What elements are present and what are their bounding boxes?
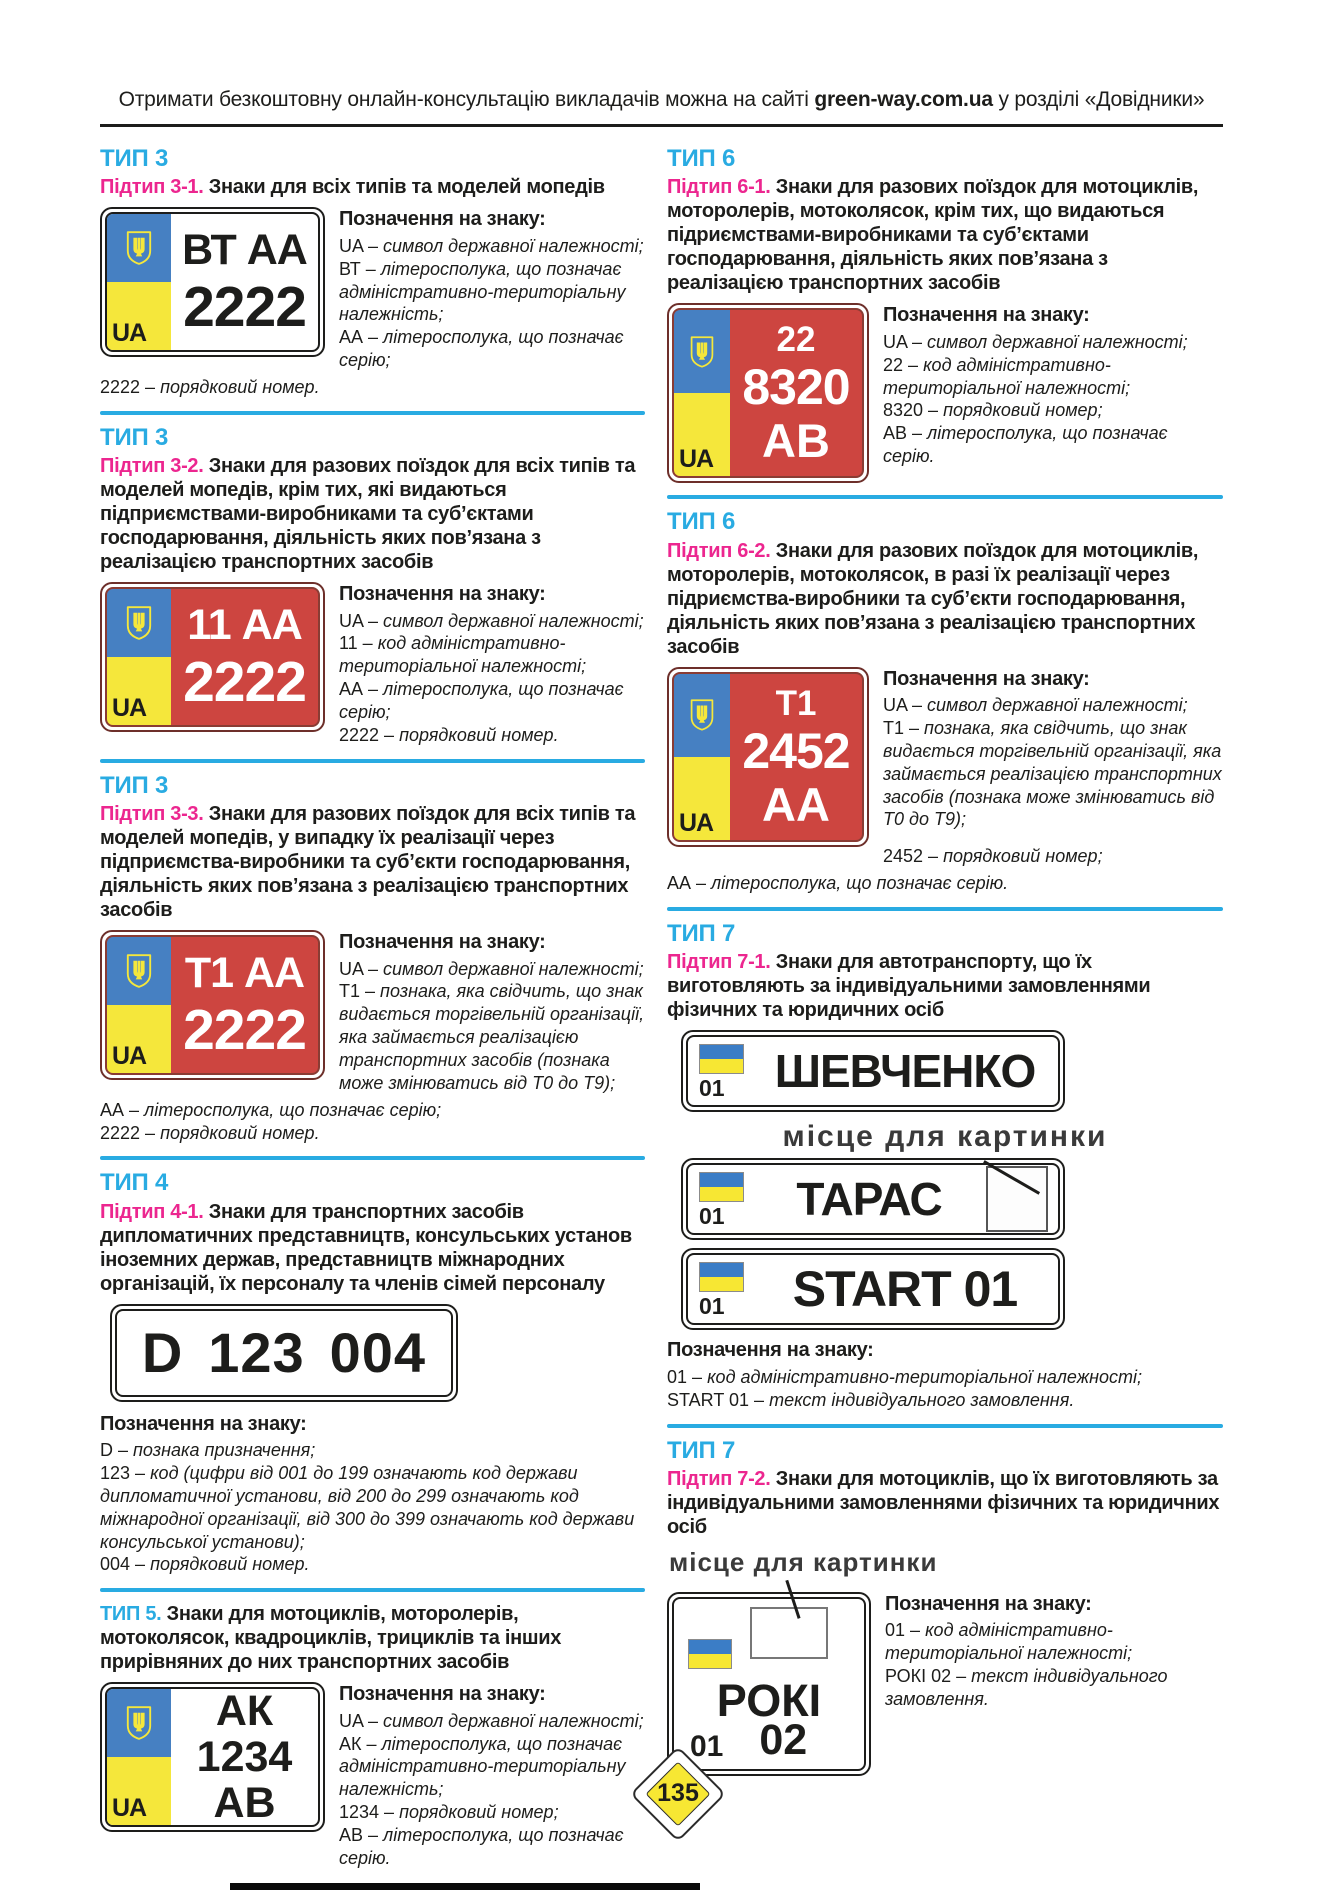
section-title: [100, 1602, 645, 1674]
ukraine-flag-icon: [699, 1172, 744, 1202]
type-heading: ТИП 6: [667, 145, 736, 172]
legend-item: UA – символ державної належності;: [339, 1710, 644, 1731]
plate-trade-code: Т1: [775, 683, 817, 723]
section-tip7-2: [667, 1438, 1223, 1776]
plate-region-code: 01: [699, 1293, 725, 1320]
plate-region-code: 01: [699, 1203, 725, 1230]
section-divider: [667, 1424, 1223, 1428]
section-divider: [667, 495, 1223, 499]
plate-number: 2222: [183, 649, 306, 714]
section-title: [667, 1467, 1223, 1539]
legend-item: UA – символ державної належності;: [883, 695, 1188, 716]
legend-title: Позначення на знаку:: [667, 1339, 874, 1362]
plate-corner: [688, 1255, 752, 1323]
plate-number: 2452: [742, 722, 850, 779]
license-plate-diplomatic: [110, 1304, 458, 1402]
legend-item: АА – літеросполука, що позначає серію;: [339, 679, 624, 723]
plate-number: 004: [329, 1321, 427, 1385]
section-tip3-2: [100, 425, 645, 747]
plate-region-code: 01: [690, 1729, 724, 1763]
plate-ua-label: UA: [112, 1042, 147, 1071]
legend-item: 2222 – порядковий номер.: [100, 1122, 320, 1143]
subtype-label: Підтип 6-2.: [667, 539, 771, 562]
legend-item: UA – символ державної належності;: [339, 958, 644, 979]
section-title-text: Знаки для разових поїздок для всіх типів та моделей мопедів, у випадку їх реалізації через підприємства-виробники та суб’єкти господарювання, діяльність яких пов’язана з реалізацією транспортних засобів: [100, 803, 636, 922]
legend-item: UA – символ державної належності;: [339, 610, 644, 631]
section-tip6-2: [667, 509, 1223, 895]
plate-ua-label: UA: [112, 319, 147, 348]
header-rule: [100, 124, 1223, 127]
section-divider: [100, 1588, 645, 1592]
plate-number: 1234: [196, 1732, 293, 1781]
legend-item: АА – літеросполука, що позначає серію;: [339, 327, 624, 371]
license-plate-moto-red: [667, 667, 869, 847]
legend-item: АА – літеросполука, що позначає серію;: [100, 1099, 442, 1120]
plate-ua-label: UA: [112, 1794, 147, 1823]
section-title-text: Знаки для мотоциклів, моторолерів, мотоколясок, квадроциклів, трициклів та інших прирівняних до них транспортних засобів: [100, 1603, 562, 1674]
legend-title: Позначення на знаку:: [100, 1412, 307, 1435]
section-title: [667, 175, 1223, 295]
legend-block: [339, 207, 645, 372]
plate-region-code: 01: [699, 1075, 725, 1102]
ukraine-flag-icon: [699, 1044, 744, 1074]
section-tip7-1: [667, 921, 1223, 1412]
legend-title: Позначення на знаку:: [339, 1683, 546, 1706]
section-divider: [667, 907, 1223, 911]
legend-extra: [100, 1099, 645, 1145]
type-heading-inline: ТИП 5.: [100, 1603, 162, 1626]
legend-block: [667, 1338, 1223, 1411]
legend-extra: [667, 872, 1223, 895]
legend-item: Т1 – познака, яка свідчить, що знак видається торгівельній організації, яка займається реалізацією транспортних засобів (познака може змінюватись від Т0 до Т9);: [883, 718, 1222, 830]
plate-flag-band: [107, 937, 171, 1073]
plate-ua-label: UA: [679, 808, 714, 837]
header-text: Отримати безкоштовну онлайн-консультацію викладачів можна на сайті: [118, 88, 809, 111]
plate-series: ВТ АА: [182, 225, 307, 274]
legend-block: [339, 930, 645, 1095]
type-heading: ТИП 3: [100, 145, 169, 172]
legend-title: Позначення на знаку:: [883, 304, 1090, 327]
legend-title: Позначення на знаку:: [885, 1592, 1092, 1615]
legend-title: Позначення на знаку:: [883, 667, 1090, 690]
legend-title: Позначення на знаку:: [339, 583, 546, 606]
legend-item: РОКІ 02 – текст індивідуального замовлення.: [885, 1666, 1168, 1709]
plate-series: АВ: [762, 414, 830, 468]
plate-series: АК: [215, 1687, 274, 1735]
legend-item: АК – літеросполука, що позначає адміністративно-територіальну належність;: [339, 1733, 626, 1800]
section-title: [100, 1200, 645, 1296]
tryzub-icon: [125, 1705, 153, 1741]
type-heading: ТИП 7: [667, 1436, 736, 1464]
legend-item: ВТ – літеросполука, що позначає адміністративно-територіальну належність;: [339, 258, 626, 325]
type-heading: ТИП 4: [100, 1169, 169, 1197]
plate-flag-band: [107, 1689, 171, 1825]
plate-custom-text: START 01: [792, 1261, 1018, 1318]
license-plate-individual: [681, 1158, 1065, 1240]
plate-prefix: D: [141, 1321, 184, 1385]
plate-region-code: 22: [776, 320, 816, 360]
section-divider: [100, 1156, 645, 1160]
plate-flag-band: [674, 674, 730, 840]
plate-corner: [688, 1037, 752, 1105]
section-divider: [100, 759, 645, 763]
legend-item: UA – символ державної належності;: [883, 331, 1188, 352]
section-title: [100, 454, 645, 574]
header-text-suffix: у розділі «Довідники»: [998, 88, 1205, 111]
section-title: [667, 539, 1223, 659]
section-title: [667, 950, 1223, 1022]
picture-label: місце для картинки: [782, 1120, 1108, 1154]
legend-item: Т1 – познака, яка свідчить, що знак видається торгівельній організації, яка займається реалізацією транспортних засобів (познака може змінюватись від Т0 до Т9);: [339, 981, 645, 1093]
plate-flag-band: [674, 310, 730, 476]
legend-item: АВ – літеросполука, що позначає серію.: [883, 423, 1168, 467]
license-plate-individual: [681, 1248, 1065, 1330]
legend-item: АВ – літеросполука, що позначає серію.: [339, 1825, 624, 1868]
legend-block: [100, 1412, 645, 1577]
legend-block: [883, 667, 1223, 868]
plate-corner: [688, 1165, 752, 1233]
section-divider: [100, 411, 645, 415]
subtype-label: Підтип 3-3.: [100, 803, 204, 826]
legend-item: START 01 – текст індивідуального замовлення.: [667, 1389, 1075, 1410]
section-tip5: [100, 1602, 645, 1869]
plate-number: 2222: [183, 997, 306, 1062]
license-plate-moped-white: [100, 207, 325, 357]
section-title-text: Знаки для транспортних засобів дипломатичних представництв, консульських установ іноземних держав, представництв міжнародних організацій, їх персоналу та членів сімей персоналу: [100, 1200, 632, 1295]
legend-item: 01 – код адміністративно-територіальної належності;: [885, 1620, 1133, 1664]
section-tip4-1: [100, 1170, 645, 1576]
content-columns: [100, 146, 1223, 1870]
legend-item: 004 – порядковий номер.: [100, 1554, 310, 1575]
subtype-label: Підтип 6-1.: [667, 176, 771, 199]
legend-item: UA – символ державної належності;: [339, 235, 644, 256]
legend-item: D – познака призначення;: [100, 1440, 316, 1461]
legend-extra: [100, 376, 645, 399]
picture-placeholder: [750, 1607, 828, 1659]
plate-number: 8320: [742, 359, 850, 416]
plate-ua-label: UA: [679, 445, 714, 474]
plate-flag-band: [107, 589, 171, 725]
page-number: 135: [657, 1778, 699, 1807]
plate-custom-text: ТАРАС: [796, 1173, 942, 1226]
plate-custom-text: ШЕВЧЕНКО: [774, 1045, 1036, 1098]
legend-title: Позначення на знаку:: [339, 931, 546, 954]
license-plate-moped-red: [100, 582, 325, 732]
legend-block: [339, 1682, 645, 1869]
type-heading: ТИП 3: [100, 771, 169, 799]
legend-item: 2452 – порядковий номер;: [883, 846, 1103, 867]
subtype-label: Підтип 7-1.: [667, 951, 771, 974]
page-edge-artifact: [230, 1883, 700, 1890]
tryzub-icon: [125, 953, 153, 989]
tryzub-icon: [689, 698, 715, 732]
tryzub-icon: [689, 335, 715, 369]
legend-item: 01 – код адміністративно-територіальної належності;: [667, 1366, 1142, 1387]
legend-item: 123 – код (цифри від 001 до 199 означають код держави дипломатичної установи, від 200 до 299 означають код міжнародної організації, від 300 до 399 означають код держави консульської установи);: [100, 1463, 635, 1552]
legend-item: 2222 – порядковий номер.: [100, 376, 320, 397]
plate-custom-text: РОКІ: [716, 1674, 822, 1726]
subtype-label: Підтип 3-2.: [100, 455, 204, 478]
type-heading: ТИП 7: [667, 920, 736, 948]
license-plate-motorcycle: [100, 1682, 325, 1832]
type-heading: ТИП 6: [667, 508, 736, 536]
plate-series2: АВ: [213, 1778, 276, 1827]
page-number-badge: [628, 1744, 728, 1844]
tryzub-icon: [125, 605, 153, 641]
section-title-text: Знаки для всіх типів та моделей мопедів: [208, 176, 605, 199]
legend-item: 11 – код адміністративно-територіальної належності;: [339, 633, 587, 677]
section-tip3-3: [100, 773, 645, 1145]
picture-label: місце для картинки: [669, 1546, 938, 1577]
picture-placeholder: [986, 1166, 1048, 1232]
section-tip3-1: [100, 146, 645, 399]
section-title-text: Знаки для мотоциклів, що їх виготовляють за індивідуальними замовленнями фізичних та юридичних осіб: [667, 1467, 1220, 1538]
picture-label-wrap: [667, 1547, 1223, 1578]
section-tip6-1: [667, 146, 1223, 483]
subtype-label: Підтип 7-2.: [667, 1467, 771, 1490]
section-title-text: Знаки для разових поїздок для мотоциклів, моторолерів, мотоколясок, крім тих, що видаються підриємствами-виробниками та суб’єктами господарювання, діяльність яких пов’язана з реалізацією транспортних засобів: [667, 176, 1199, 295]
legend-item: 22 – код адміністративно-територіальної належності;: [883, 354, 1131, 398]
license-plate-individual: [681, 1030, 1065, 1112]
subtype-label: Підтип 3-1.: [100, 176, 204, 199]
type-heading: ТИП 3: [100, 423, 169, 451]
header-site-url: green-way.com.ua: [814, 88, 993, 111]
plate-code: 123: [208, 1321, 305, 1385]
plate-flag-band: [107, 214, 171, 350]
section-title-text: Знаки для автотранспорту, що їх виготовляють за індивідуальними замовленнями фізичних та юридичних осіб: [667, 951, 1151, 1022]
legend-block: [883, 303, 1223, 468]
plate-series: Т1 АА: [184, 948, 305, 997]
plate-ua-label: UA: [112, 694, 147, 723]
plate-number: 2222: [183, 274, 306, 339]
section-title: [100, 175, 645, 199]
legend-item: 1234 – порядковий номер;: [339, 1802, 559, 1823]
section-title-text: Знаки для разових поїздок для мотоциклів, моторолерів, мотоколясок, в разі їх реалізації через підриємства-виробники та суб’єкти господарювання, діяльність яких пов’язана з реалізацією транспортних засобів: [667, 539, 1199, 658]
legend-block: [339, 582, 645, 747]
subtype-label: Підтип 4-1.: [100, 1200, 204, 1223]
right-column: [667, 146, 1223, 1776]
legend-item: 8320 – порядковий номер;: [883, 400, 1103, 421]
license-plate-moto-red: [667, 303, 869, 483]
legend-block: [885, 1592, 1223, 1711]
legend-title: Позначення на знаку:: [339, 208, 546, 231]
ukraine-flag-icon: [699, 1262, 744, 1292]
ukraine-flag-icon: [688, 1639, 732, 1669]
picture-label-wrap: [667, 1120, 1223, 1154]
left-column: [100, 146, 645, 1870]
tryzub-icon: [125, 230, 153, 266]
plate-series: 11 АА: [187, 600, 302, 649]
page-header: [100, 88, 1223, 112]
plate-custom-number: 02: [759, 1715, 808, 1764]
section-title: [100, 802, 645, 922]
legend-item: 2222 – порядковий номер.: [339, 724, 559, 745]
legend-item: АА – літеросполука, що позначає серію.: [667, 873, 1009, 894]
plate-series: АА: [762, 777, 830, 831]
section-title-text: Знаки для разових поїздок для всіх типів та моделей мопедів, крім тих, які видаються підприємствами-виробниками та суб’єктами господарювання, діяльність яких пов’язана з реалізацією транспортних засобів: [100, 455, 636, 574]
license-plate-moped-red: [100, 930, 325, 1080]
